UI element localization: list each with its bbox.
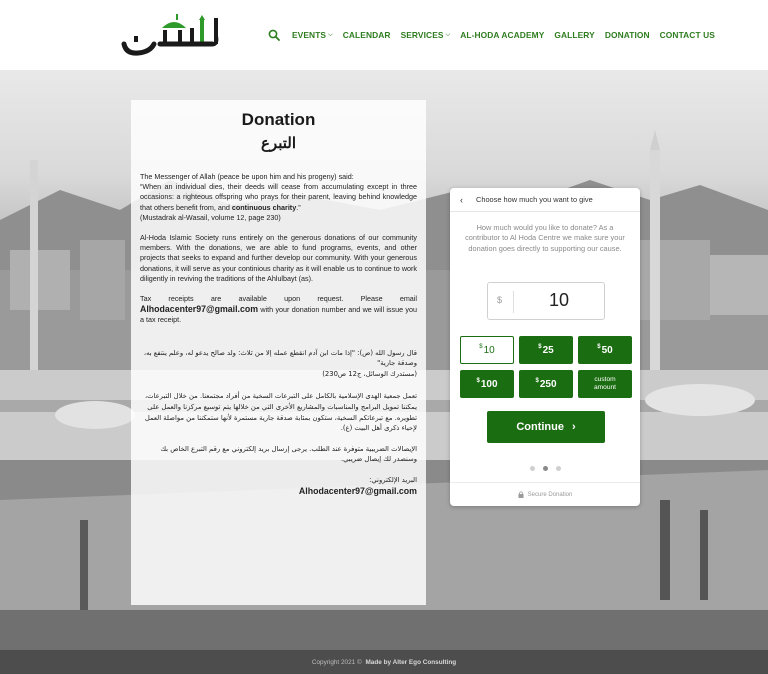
logo-mark (120, 14, 224, 58)
hadith-english (140, 172, 417, 223)
hadith-quote-end: .” (296, 202, 301, 212)
widget-header-title: Choose how much you want to give (476, 195, 593, 204)
page-title-arabic: التبرع (260, 134, 297, 152)
nav-donation[interactable] (605, 30, 650, 40)
amount-value[interactable]: 10 (548, 290, 570, 310)
preset-label: 100 (480, 378, 498, 390)
back-arrow-icon[interactable]: ‹ (460, 194, 463, 205)
widget-intro-text: How much would you like to donate? As a contributor to Al Hoda Centre we make sure your donation goes directly to supporting our cause. (465, 223, 625, 253)
dollar-sign: $ (535, 378, 539, 384)
custom-amount-button[interactable] (578, 370, 632, 398)
hadith-source: (Mustadrak al-Wasail, volume 12, page 230) (140, 212, 281, 222)
nav-contact-label: CONTACT US (659, 30, 715, 40)
tax-text-end: with your donation number and we will issue you a tax receipt. (140, 305, 417, 325)
nav-services[interactable] (401, 30, 451, 40)
preset-250-button[interactable] (519, 370, 573, 398)
tax-receipt-paragraph (140, 294, 417, 326)
donation-info-panel (131, 100, 426, 605)
step-dot-active (543, 466, 548, 471)
nav-academy-label: AL-HODA ACADEMY (460, 30, 545, 40)
nav-services-label: SERVICES (400, 30, 444, 40)
preset-label: 10 (483, 344, 495, 356)
nav-donation-label: DONATION (604, 30, 650, 40)
nav-events-label: EVENTS (292, 30, 327, 40)
hadith-intro: The Messenger of Allah (peace be upon him and his progeny) said: (140, 172, 354, 181)
step-dot (556, 466, 561, 471)
site-header (0, 0, 768, 70)
preset-10-button[interactable] (460, 336, 514, 364)
dollar-sign: $ (479, 344, 483, 350)
widget-header (450, 188, 640, 212)
tax-paragraph-arabic: الإيصالات الضريبية متوفرة عند الطلب. يرجى إرسال بريد إلكتروني مع رقم التبرع الخاص بك وسنصدر لك إيصال ضريبي. (160, 444, 417, 464)
society-paragraph-arabic: تعمل جمعية الهدى الإسلامية بالكامل على التبرعات السخية من أفراد مجتمعنا. من خلال التبرعات، يمكننا تمويل البرامج والمناسبات والمشاريع الأخرى التي من خلالها يتم توسيع مركزنا والعمل على تطويره. مع تبرعاتكم السخية، ستكون بمثابة صدقة جارية مستمرة لأنها ستمكننا من مواصلة العمل لإحياء ذكرى أهل البيت (ع). (144, 392, 417, 433)
site-footer (0, 650, 768, 674)
tax-email-link[interactable]: Alhodacenter97@gmail.com (140, 304, 259, 315)
nav-events[interactable] (292, 30, 333, 40)
site-logo[interactable] (120, 14, 224, 58)
widget-footer (450, 482, 640, 506)
hadith-quote: “When an individual dies, their deeds will cease from accumulating except in three occasions: a righteous offspring who prays for their parent, leaving behind knowledge that others benefit from, and (140, 182, 417, 212)
society-paragraph: Al-Hoda Islamic Society runs entirely on the generous donations of our community members. With the donations, we are able to fund programs, events, and other projects that seeks to expand and further develop our community. With your generous donations, it will serve as your continious charity as it will enable us to continue to work diligently in reviving the traditions of the Ahlulbayt (as). (140, 233, 417, 283)
preset-label: 25 (542, 344, 554, 356)
tax-text: Tax receipts are available upon request. Please email (140, 294, 417, 304)
chevron-down-icon: ⌵ (328, 31, 333, 38)
nav-academy[interactable] (460, 30, 544, 40)
email-label-arabic: البريد الإلكتروني: (369, 475, 417, 484)
donation-widget (450, 188, 640, 506)
continue-label: Continue (516, 421, 564, 433)
nav-gallery[interactable] (554, 30, 594, 40)
hadith-arabic-text: قال رسول الله (ص): "إذا مات ابن آدم انقطع عمله إلا من ثلاث: ولد صالح يدعو له، وعلم ينتفع به، وصدقة جارية" (143, 348, 417, 368)
amount-input[interactable] (487, 282, 605, 320)
hadith-quote-emphasis: continuous charity (231, 202, 297, 212)
made-by-link[interactable]: Made by Alter Ego Consulting (365, 658, 457, 666)
search-icon[interactable] (268, 28, 282, 42)
nav-gallery-label: GALLERY (554, 30, 595, 40)
continue-button[interactable] (487, 411, 605, 443)
dollar-sign: $ (538, 344, 542, 350)
email-link[interactable]: Alhodacenter97@gmail.com (298, 485, 417, 496)
step-dot (530, 466, 535, 471)
step-indicator (450, 458, 640, 476)
preset-100-button[interactable] (460, 370, 514, 398)
preset-50-button[interactable] (578, 336, 632, 364)
nav-contact[interactable] (660, 30, 715, 40)
copyright-text: Copyright 2021 © (311, 658, 362, 666)
nav-calendar-label: CALENDAR (342, 30, 391, 40)
lock-icon (518, 491, 524, 498)
nav-calendar[interactable] (343, 30, 391, 40)
chevron-right-icon: › (572, 421, 576, 433)
hadith-arabic (140, 348, 417, 380)
page-title: Donation (241, 110, 316, 129)
dollar-sign: $ (597, 344, 601, 350)
preset-25-button[interactable] (519, 336, 573, 364)
preset-label: custom amount (594, 376, 616, 391)
dollar-sign: $ (476, 378, 480, 384)
email-arabic-section (140, 486, 417, 497)
chevron-down-icon: ⌵ (445, 31, 451, 38)
currency-symbol: $ (497, 295, 503, 305)
preset-label: 250 (539, 378, 557, 390)
hadith-arabic-source: (مستدرك الوسائل، ج12 ص230) (322, 369, 417, 378)
main-nav (268, 28, 725, 42)
secure-donation-label: Secure Donation (527, 491, 573, 498)
preset-label: 50 (601, 344, 613, 356)
